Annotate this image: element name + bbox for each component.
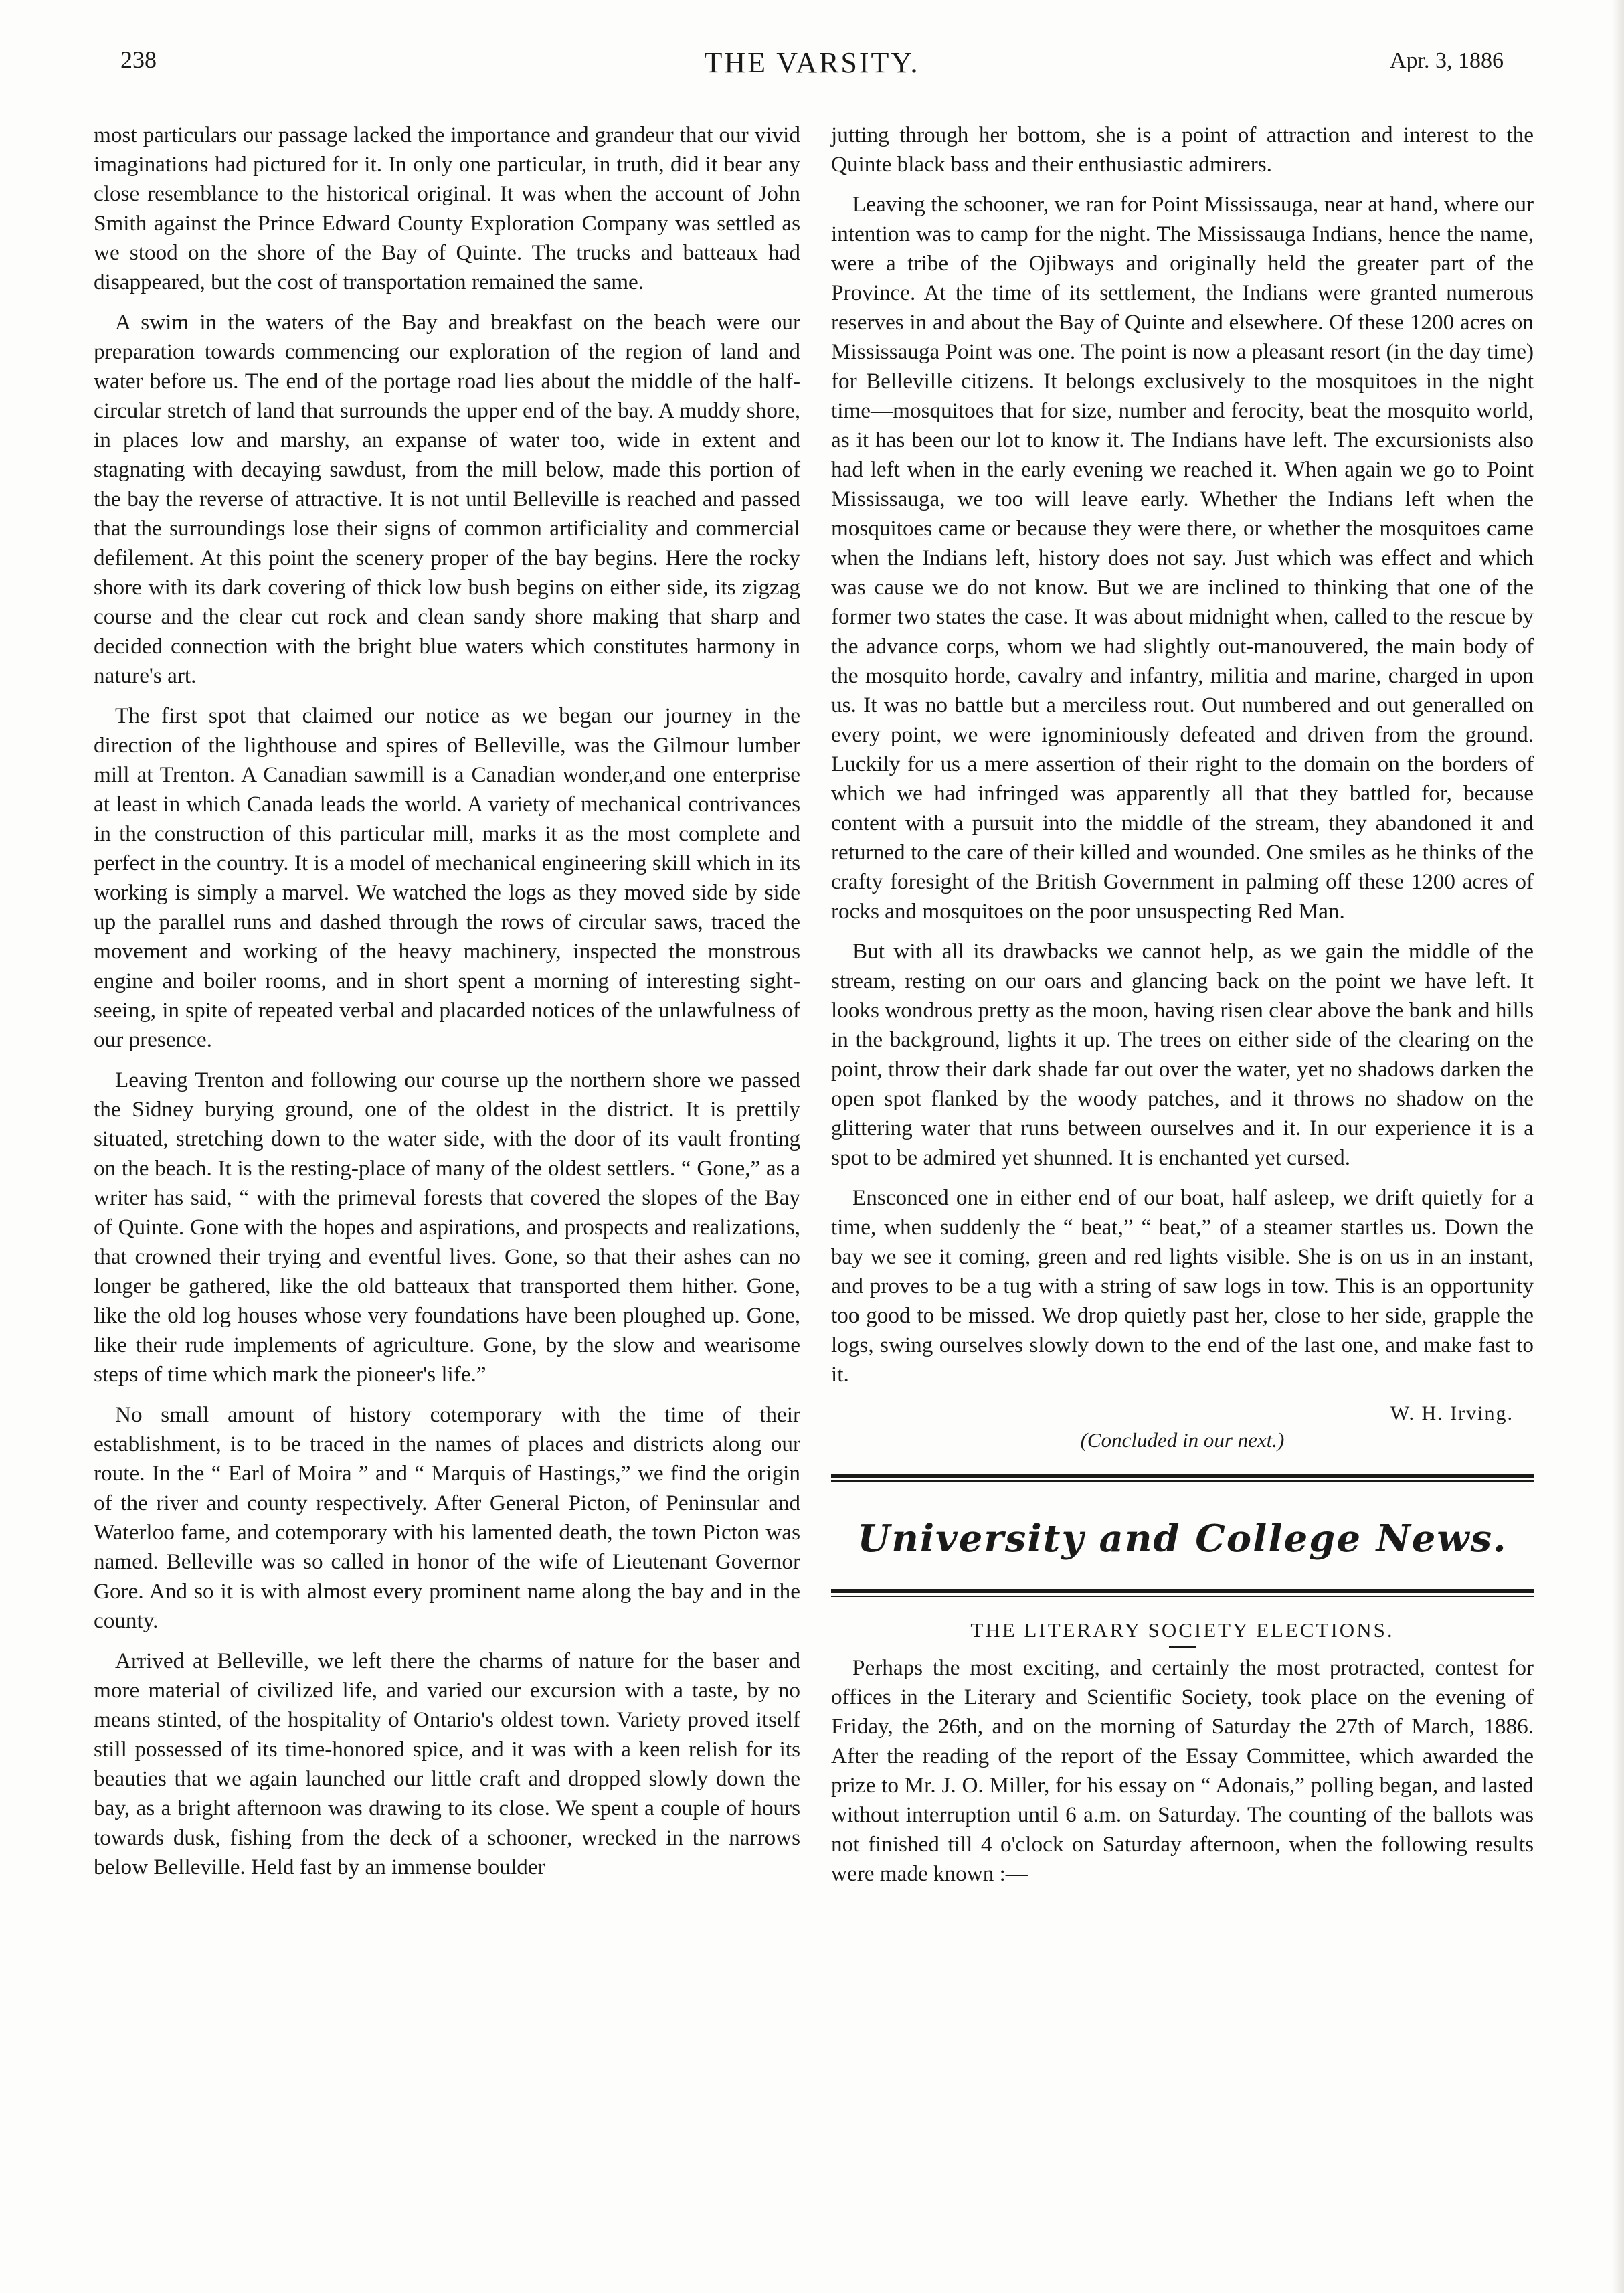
page-number: 238 <box>120 46 157 73</box>
article-paragraph: The first spot that claimed our notice as we began our journey in the direction of the lighthouse and spires of Belleville, was the Gilmour lumber mill at Trenton. A Canadian sawmill is a Canadian wonder,and one enterprise at least in which Canada leads the world. A variety of mechanical contrivances in the construction of this particular mill, marks it as the most complete and perfect in the country. It is a model of mechanical engineering skill which in its working is simply a marvel. We watched the logs as they moved side by side up the parallel runs and dashed through the rows of circular saws, traced the movement and working of the heavy machinery, inspected the monstrous engine and boiler rooms, and in short spent a morning of interesting sight-seeing, in spite of repeated verbal and placarded notices of the unlawfulness of our presence. <box>94 703 800 1052</box>
continued-note: (Concluded in our next.) <box>1080 1428 1285 1452</box>
section-rule-bottom <box>831 1589 1534 1597</box>
article-paragraph: But with all its drawbacks we cannot help, as we gain the middle of the stream, resting on our oars and glancing back on the point we have left. It looks wondrous pretty as the moon, having risen clear above the bank and hills in the background, lights it up. The trees on either side of the clearing on the point, throw their dark shade far out over the water, yet no shadows darken the open spot flanked by the woody patches, and it throws no shadow on the glittering water that runs between ourselves and it. In our experience it is a spot to be admired yet shunned. It is enchanted yet cursed. <box>831 939 1534 1170</box>
article-paragraph: Perhaps the most exciting, and certainly the most protracted, contest for offices in the Literary and Scientific Society, took place on the evening of Friday, the 26th, and on the morning of Saturday the 27th of March, 1886. After the reading of the report of the Essay Committee, which awarded the prize to Mr. J. O. Miller, for his essay on “ Adonais,” polling began, and lasted without interruption until 6 a.m. on Saturday. The counting of the ballots was not finished till 4 o'clock on Saturday afternoon, when the following results were made known :— <box>831 1655 1534 1886</box>
section-heading: University and College News. <box>857 1517 1508 1561</box>
article-paragraph: Leaving Trenton and following our course up the northern shore we passed the Sidney burying ground, one of the oldest in the district. It is prettily situated, stretching down to the water side, with the door of its vault fronting on the beach. It is the resting-place of many of the oldest settlers. “ Gone,” as a writer has said, “ with the primeval forests that covered the slopes of the Bay of Quinte. Gone with the hopes and aspirations, and prospects and realizations, that crowned their trying and eventful lives. Gone, so that their ashes can no longer be gathered, like the old batteaux that transported them hither. Gone, like the old log houses whose very foundations have been ploughed up. Gone, like their rude implements of agriculture. Gone, by the slow and wearisome steps of time which mark the pioneer's life.” <box>94 1068 800 1387</box>
article-paragraph: Ensconced one in either end of our boat, half asleep, we drift quietly for a time, when suddenly the “ beat,” “ beat,” of a steamer startles us. Down the bay we see it coming, green and red lights visible. She is on us in an instant, and proves to be a tug with a string of saw logs in tow. This is an opportunity too good to be missed. We drop quietly past her, close to her side, grapple the logs, swing ourselves slowly down to the end of the last one, and make fast to it. <box>831 1185 1534 1387</box>
article-paragraph: most particulars our passage lacked the importance and grandeur that our vivid imaginations had pictured for it. In only one particular, in truth, did it bear any close resemblance to the historical original. It was when the account of John Smith against the Prince Edward County Exploration Company was settled as we stood on the shore of the Bay of Quinte. The trucks and batteaux had disappeared, but the cost of transportation remained the same. <box>94 122 800 294</box>
article-title: THE LITERARY SOCIETY ELECTIONS. <box>970 1618 1394 1642</box>
article-paragraph: jutting through her bottom, she is a point of attraction and interest to the Quinte black bass and their enthusiastic admirers. <box>831 122 1534 177</box>
issue-date: Apr. 3, 1886 <box>1390 48 1504 73</box>
article-paragraph: Arrived at Belleville, we left there the charms of nature for the baser and more material of civilized life, and varied our excursion with a taste, by no means stinted, of the hospitality of Ontario's oldest town. Variety proved itself still possessed of its time-honored spice, and it was with a keen relish for its beauties that we again launched our little craft and dropped slowly down the bay, as a bright afternoon was drawing to its close. We spent a couple of hours towards dusk, fishing from the deck of a schooner, wrecked in the narrows below Belleville. Held fast by an immense boulder <box>94 1648 800 1879</box>
article-paragraph: Leaving the schooner, we ran for Point Mississauga, near at hand, where our intention was to camp for the night. The Mississauga Indians, hence the name, were a tribe of the Ojibways and originally held the greater part of the Province. At the time of its settlement, the Indians were granted numerous reserves in and about the Bay of Quinte and elsewhere. Of these 1200 acres on Mississauga Point was one. The point is now a pleasant resort (in the day time) for Belleville citizens. It belongs exclusively to the mosquitoes in the night time—mosquitoes that for size, number and ferocity, beat the mosquito world, as it has been our lot to know it. The Indians have left. The excursionists also had left when in the early evening we reached it. When again we go to Point Mississauga, we too will leave early. Whether the Indians left when the mosquitoes came or because they were there, or whether the mosquitoes came when the Indians left, history does not say. Just which was effect and which was cause we do not know. But we are inclined to thinking that one of the former two states the case. It was about midnight when, called to the rescue by the advance corps, whom we had slightly out-manouvered, the main body of the mosquito horde, cavalry and infantry, militia and marine, charged in upon us. It was no battle but a merciless rout. Out numbered and out generalled on every point, we were ignominiously defeated and driven from the ground. Luckily for us a mere assertion of their right to the domain on the borders of which we had infringed was apparently all that they battled for, because content with a pursuit into the middle of the stream, they abandoned it and returned to the care of their killed and wounded. One smiles as he thinks of the crafty foresight of the British Government in palming off these 1200 acres of rocks and mosquitoes on the poor unsuspecting Red Man. <box>831 192 1534 924</box>
page-edge-shadow <box>1612 0 1624 2293</box>
right-column <box>831 120 1534 1899</box>
left-column <box>94 120 800 1893</box>
title-dash <box>1169 1646 1196 1648</box>
article-paragraph: No small amount of history cotemporary with the time of their establishment, is to be traced in the names of places and districts along our route. In the “ Earl of Moira ” and “ Marquis of Hastings,” we find the origin of the river and county respectively. After General Picton, of Peninsular and Waterloo fame, and cotemporary with his lamented death, the town Picton was named. Belleville was so called in honor of the wife of Lieutenant Governor Gore. And so it is with almost every prominent name along the bay and in the county. <box>94 1402 800 1633</box>
page-header <box>94 39 1530 92</box>
article-paragraph: A swim in the waters of the Bay and breakfast on the beach were our preparation towards commencing our exploration of the region of land and water before us. The end of the portage road lies about the middle of the half-circular stretch of land that surrounds the upper end of the bay. A muddy shore, in places low and marshy, an expanse of water too, wide in extent and stagnating with decaying sawdust, from the mill below, made this portion of the bay the reverse of attractive. It is not until Belleville is reached and passed that the surroundings lose their signs of common artificiality and commercial defilement. At this point the scenery proper of the bay begins. Here the rocky shore with its dark covering of thick low bush begins on either side, its zigzag course and the clear cut rock and clean sandy shore making that sharp and decided connection with the bright blue waters which constitutes harmony in nature's art. <box>94 310 800 688</box>
publication-title: THE VARSITY. <box>704 46 920 79</box>
author-signature: W. H. Irving. <box>1390 1402 1514 1424</box>
section-rule-top <box>831 1474 1534 1482</box>
